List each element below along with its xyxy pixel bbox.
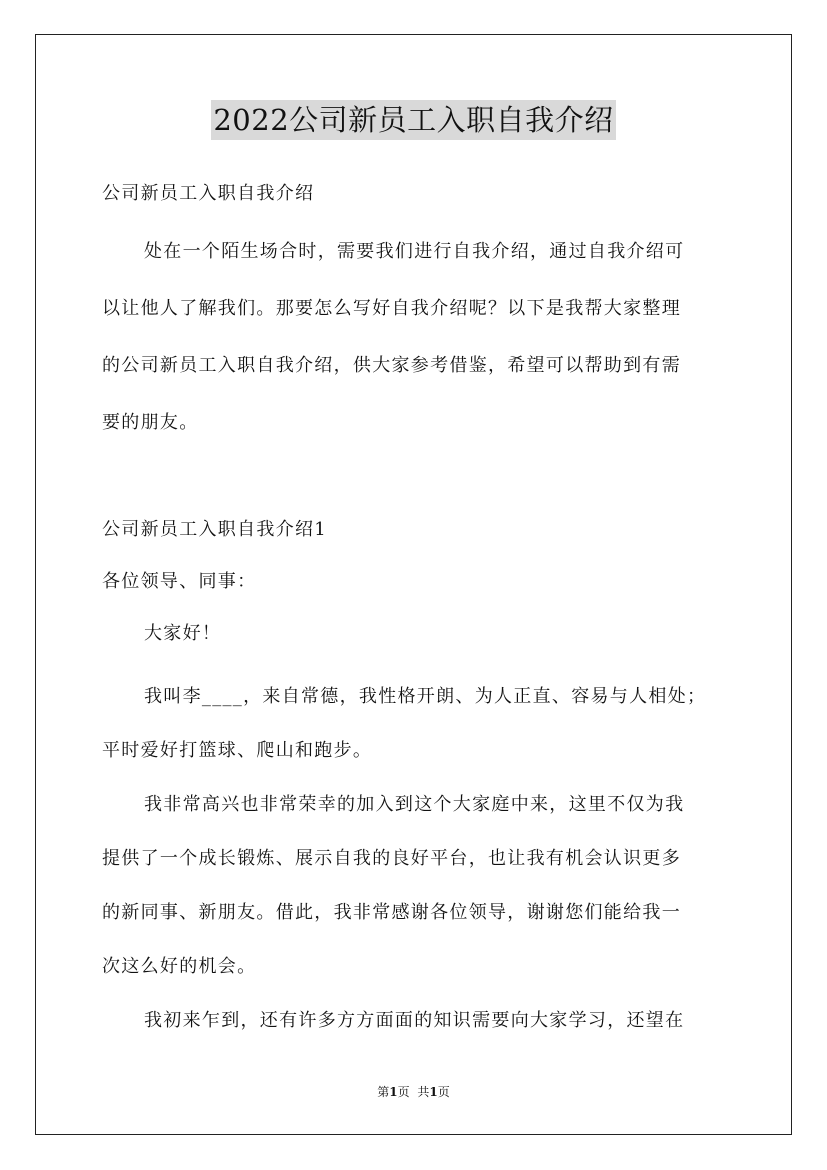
body-line: 次这么好的机会。 (102, 956, 257, 977)
title-area (0, 100, 827, 140)
greeting: 大家好！ (144, 623, 222, 644)
body-line: 我初来乍到，还有许多方方面面的知识需要向大家学习，还望在 (144, 1010, 685, 1031)
total-suffix: 页 (437, 1085, 450, 1099)
subheading: 公司新员工入职自我介绍 (102, 183, 315, 204)
page-footer (0, 1083, 827, 1100)
body-line: 我非常高兴也非常荣幸的加入到这个大家庭中来，这里不仅为我 (144, 794, 685, 815)
total-pages: 1 (429, 1085, 438, 1099)
page-number: 1 (389, 1085, 398, 1099)
page-prefix: 第 (377, 1085, 390, 1099)
salutation: 各位领导、同事： (102, 571, 257, 592)
body-line: 提供了一个成长锻炼、展示自我的良好平台，也让我有机会认识更多 (102, 848, 681, 869)
page-title: 2022公司新员工入职自我介绍 (211, 100, 615, 140)
total-prefix: 共 (417, 1085, 430, 1099)
document-body (102, 176, 730, 1048)
body-line: 我叫李____，来自常德，我性格开朗、为人正直、容易与人相处； (144, 686, 707, 707)
body-line: 的新同事、新朋友。借此，我非常感谢各位领导，谢谢您们能给我一 (102, 902, 681, 923)
intro-line: 以让他人了解我们。那要怎么写好自我介绍呢？以下是我帮大家整理 (102, 298, 681, 319)
spacer (102, 478, 730, 510)
section-title: 公司新员工入职自我介绍1 (102, 519, 328, 540)
body-paragraphs (102, 670, 730, 1048)
intro-line: 要的朋友。 (102, 412, 199, 433)
body-line: 平时爱好打篮球、爬山和跑步。 (102, 740, 373, 761)
intro-line: 处在一个陌生场合时，需要我们进行自我介绍，通过自我介绍可 (144, 241, 685, 262)
intro-line: 的公司新员工入职自我介绍，供大家参考借鉴，希望可以帮助到有需 (102, 355, 681, 376)
page-suffix: 页 (397, 1085, 410, 1099)
intro-paragraph (102, 223, 730, 451)
